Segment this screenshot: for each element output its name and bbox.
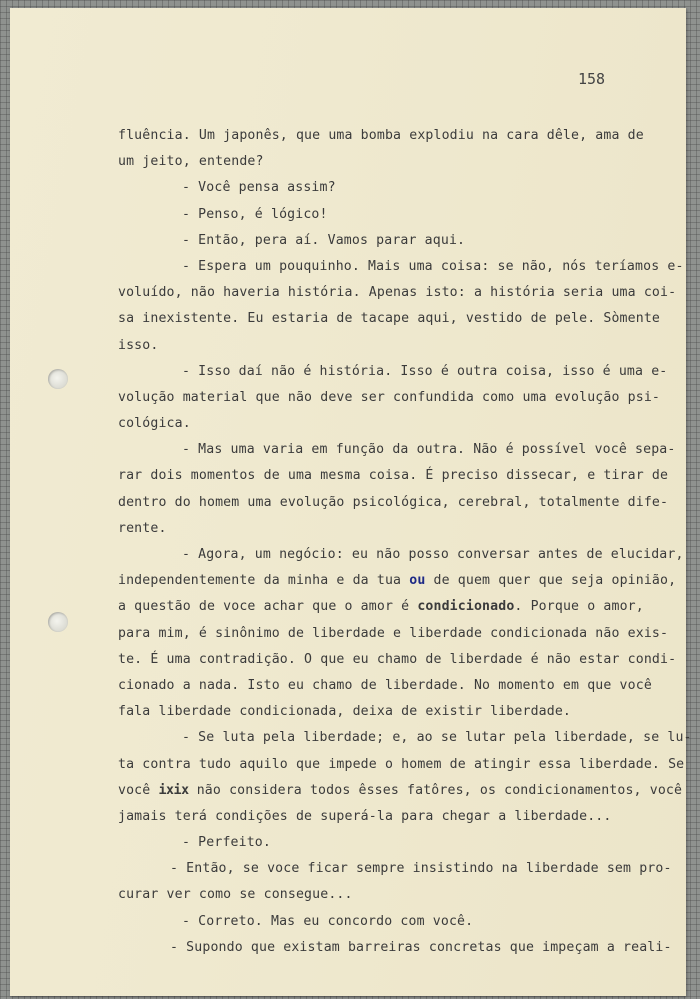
body-text [118, 123, 692, 961]
text-line: - Supondo que existam barreiras concretas que impeçam a reali- [170, 939, 672, 955]
text-line: fluência. Um japonês, que uma bomba explodiu na cara dêle, ama de [118, 128, 644, 143]
text-line: isso. [118, 337, 159, 353]
text-segment: . Porque o amor, [514, 599, 644, 615]
text-line: voluído, não haveria história. Apenas isto: a história seria uma coi- [118, 285, 677, 301]
text-line: fala liberdade condicionada, deixa de existir liberdade. [118, 704, 572, 720]
punch-hole [48, 369, 68, 389]
overstruck-word: ou [409, 573, 426, 589]
text-line: dentro do homem uma evolução psicológica, cerebral, totalmente dife- [118, 494, 669, 510]
text-line: curar ver como se consegue... [118, 887, 353, 903]
text-line: - Perfeito. [182, 835, 271, 851]
text-line: - Espera um pouquinho. Mais uma coisa: se não, nós teríamos e- [182, 258, 684, 274]
typewritten-page [10, 8, 692, 996]
text-line: - Você pensa assim? [182, 180, 336, 196]
text-line [118, 778, 683, 804]
text-line: rar dois momentos de uma mesma coisa. É preciso dissecar, e tirar de [118, 468, 669, 484]
text-segment: independentemente da minha e da tua [118, 573, 410, 589]
text-segment: você [118, 782, 159, 798]
text-line [118, 594, 678, 620]
text-line [118, 568, 678, 594]
overtyped-word: condicionado [417, 599, 515, 615]
text-segment: a questão de voce achar que o amor é [118, 599, 418, 615]
text-line: ta contra tudo aquilo que impede o homem de atingir essa liberdade. Se [118, 756, 685, 772]
text-line: cológica. [118, 416, 191, 432]
punch-hole [48, 612, 68, 632]
text-line: rente. [118, 520, 167, 536]
text-line: - Mas uma varia em função da outra. Não é possível você sepa- [182, 442, 676, 458]
text-line: - Penso, é lógico! [182, 206, 328, 222]
text-segment: não considera todos êsses fatôres, os condicionamentos, você [188, 782, 683, 798]
text-line: volução material que não deve ser confundida como uma evolução psi- [118, 389, 660, 405]
text-line: para mim, é sinônimo de liberdade e liberdade condicionada não exis- [118, 625, 669, 641]
text-line: - Correto. Mas eu concordo com você. [182, 913, 474, 929]
text-line: um jeito, entende? [118, 154, 264, 170]
text-line: jamais terá condições de superá-la para chegar a liberdade... [118, 808, 612, 824]
text-segment: de quem quer que seja opinião, [425, 573, 677, 589]
text-line: cionado a nada. Isto eu chamo de liberdade. No momento em que você [118, 677, 652, 693]
text-line: - Isso daí não é história. Isso é outra coisa, isso é uma e- [182, 363, 668, 379]
text-line: sa inexistente. Eu estaria de tacape aqui, vestido de pele. Sòmente [118, 311, 660, 327]
text-line: te. É uma contradição. O que eu chamo de liberdade é não estar condi- [118, 651, 677, 667]
page-number: 158 [578, 70, 606, 88]
text-line: - Agora, um negócio: eu não posso conversar antes de elucidar, [182, 547, 684, 562]
text-line: - Se luta pela liberdade; e, ao se lutar pela liberdade, se lu- [182, 730, 692, 746]
struck-out-text: ixix [158, 782, 189, 798]
text-line: - Então, se voce ficar sempre insistindo na liberdade sem pro- [170, 861, 672, 877]
text-line: - Então, pera aí. Vamos parar aqui. [182, 232, 466, 248]
